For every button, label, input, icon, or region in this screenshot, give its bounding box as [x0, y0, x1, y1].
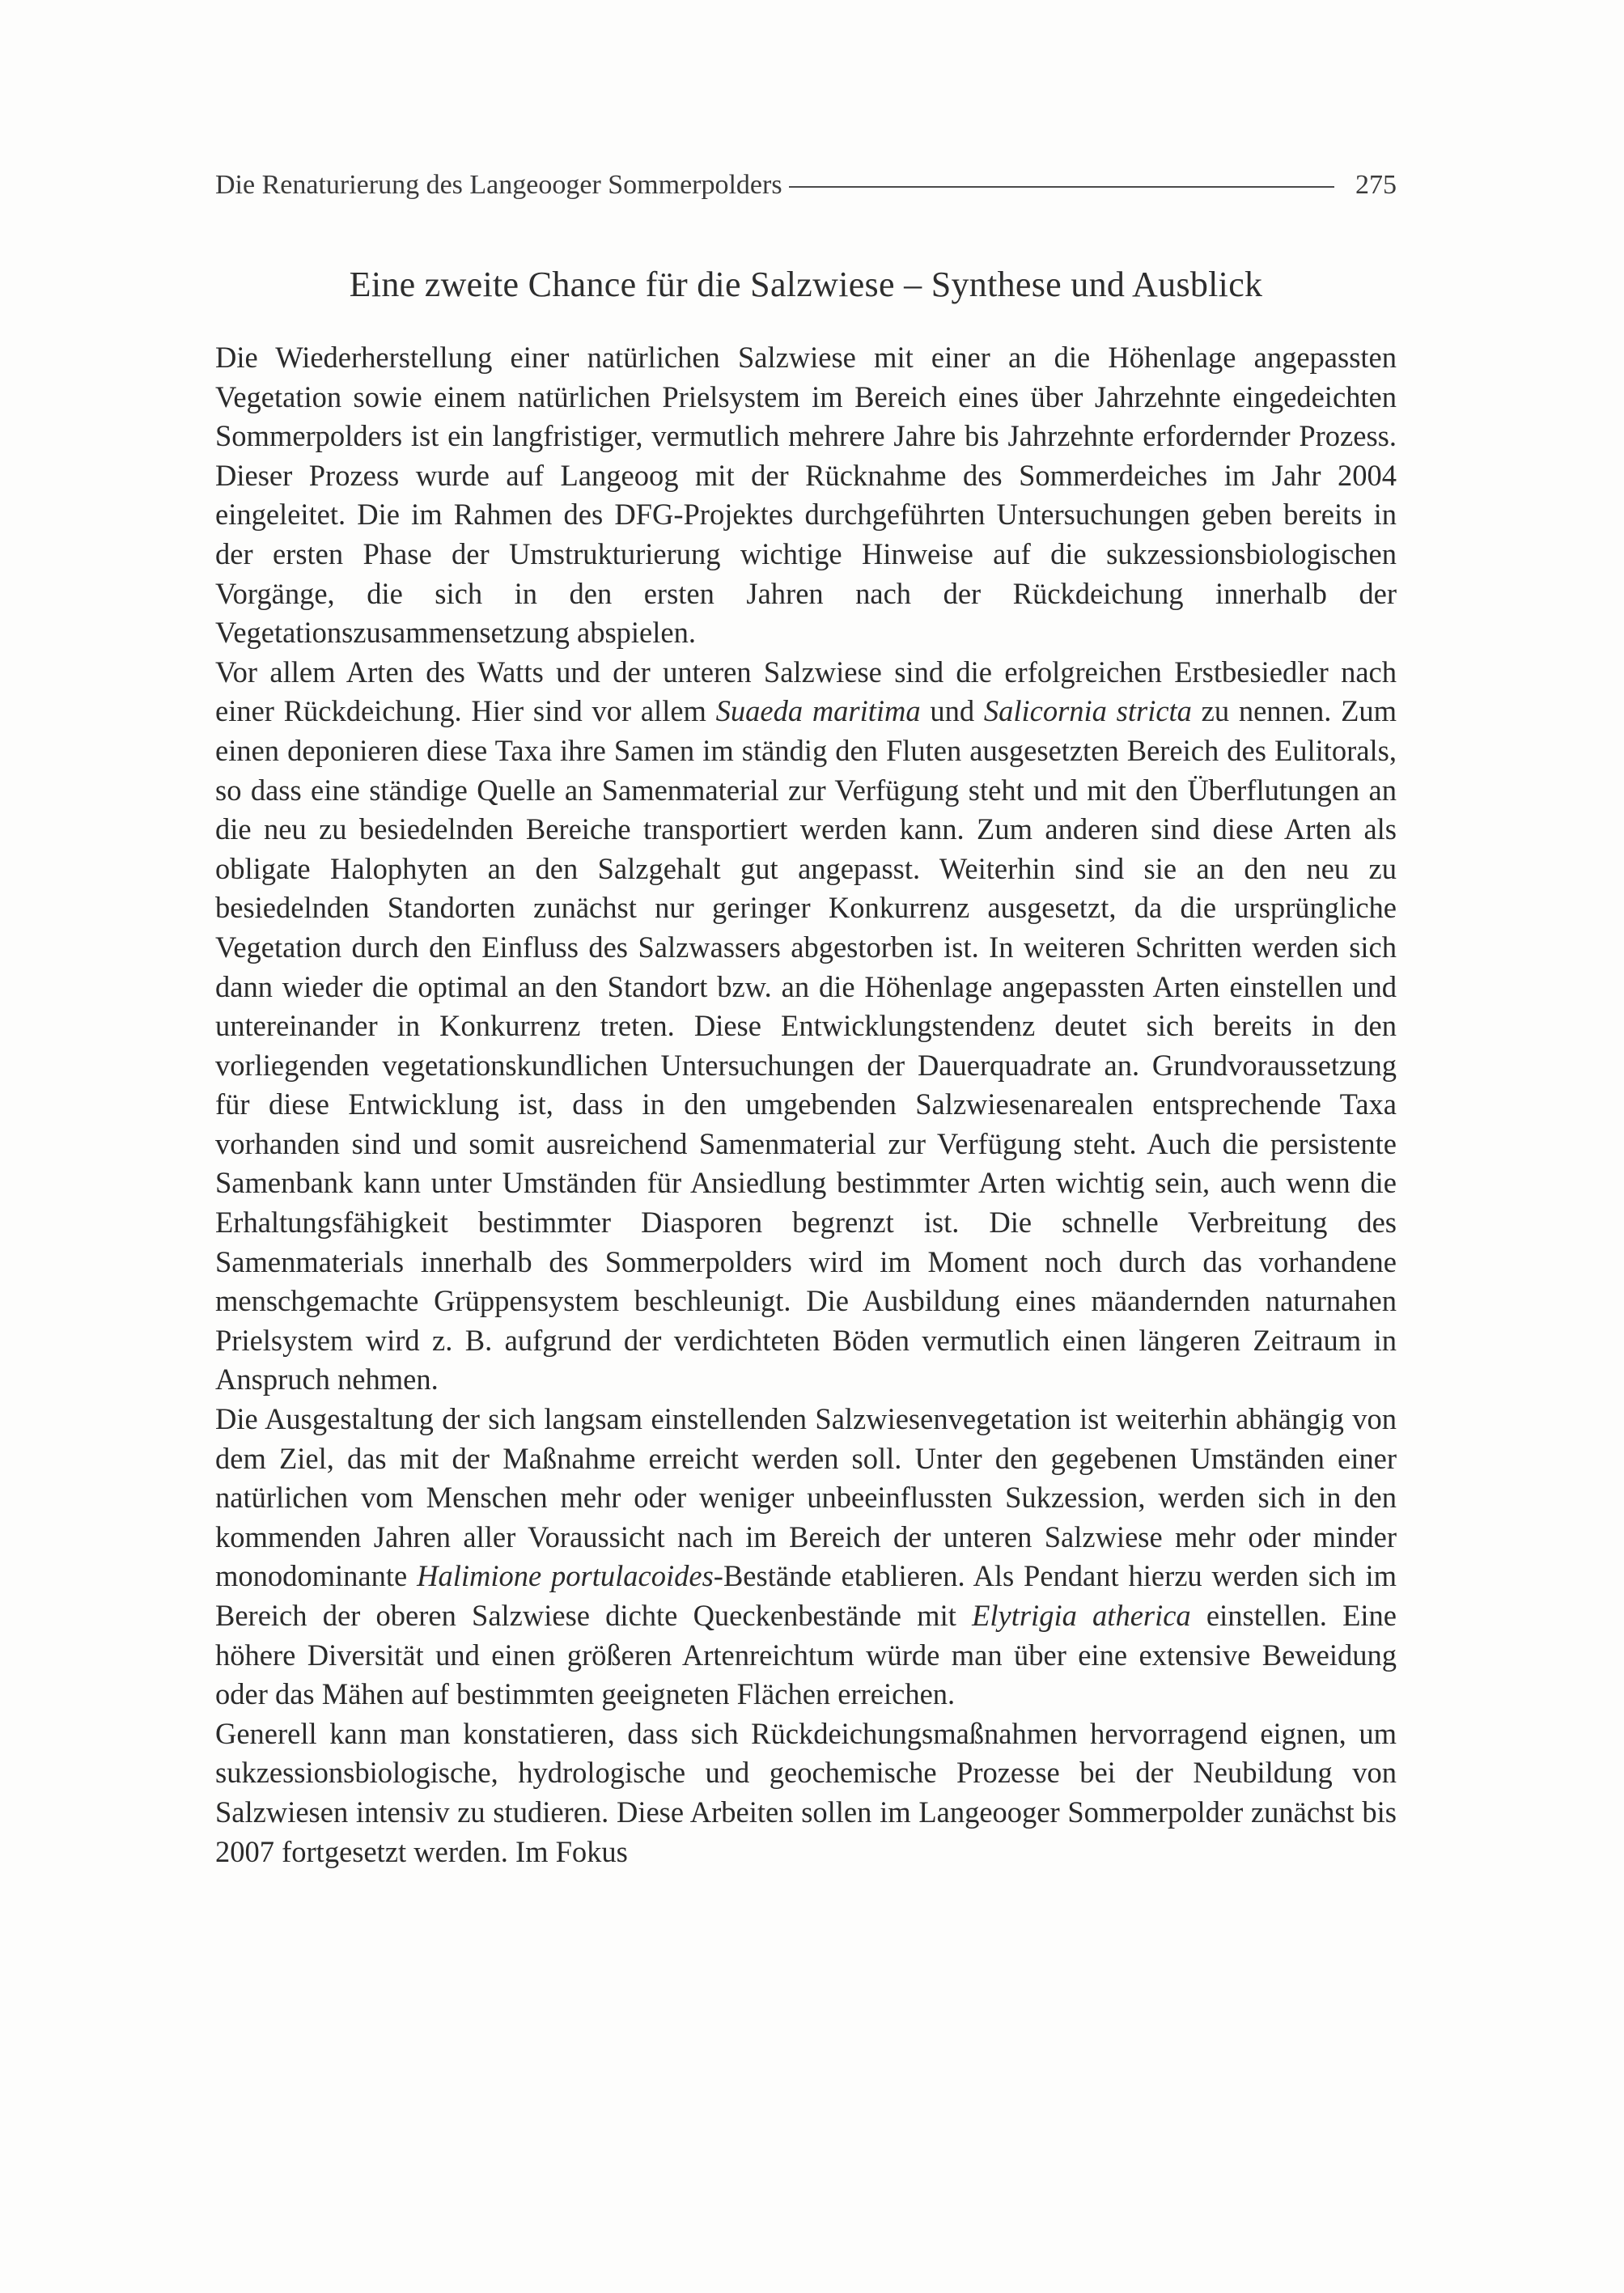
- running-title: Die Renaturierung des Langeooger Sommerpolders: [215, 170, 782, 200]
- paragraph-4: Generell kann man konstatieren, dass sich Rückdeichungsmaßnahmen hervorragend eignen, um sukzessionsbiologische, hydrologische und geochemische Prozesse bei der Neubildung von Salzwiesen intensiv zu studieren. Diese Arbeiten sollen im Langeooger Sommerpolder zunächst bis 2007 fortgesetzt werden. Im Fokus: [215, 1716, 1397, 1868]
- paragraph-2: [215, 653, 1397, 1400]
- paragraph-2-text-c: zu nennen. Zum einen deponieren diese Taxa ihre Samen im ständig den Fluten ausgesetzten Bereich des Eulitorals, so dass eine ständige Quelle an Samenmaterial zur Verfügung steht und mit den Überflutungen an die neu zu besiedelnden Bereiche transportiert werden kann. Zum anderen sind diese Arten als obligate Halophyten an den Salzgehalt gut angepasst. Weiterhin sind sie an den neu zu besiedelnden Standorten zunächst nur geringer Konkurrenz ausgesetzt, da die ursprüngliche Vegetation durch den Einfluss des Salzwassers abgestorben ist. In weiteren Schritten werden sich dann wieder die optimal an den Standort bzw. an die Höhenlage angepassten Arten einstellen und untereinander in Konkurrenz treten. Diese Entwicklungstendenz deutet sich bereits in den vorliegenden vegetationskundlichen Untersuchungen der Dauerquadrate an. Grundvoraussetzung für diese Entwicklung ist, dass in den umgebenden Salzwiesenarealen entsprechende Taxa vorhanden sind und somit ausreichend Samenmaterial zur Verfügung steht. Auch die persistente Samenbank kann unter Umständen für Ansiedlung bestimmter Arten wichtig sein, auch wenn die Erhaltungsfähigkeit bestimmter Diasporen begrenzt ist. Die schnelle Verbreitung des Samenmaterials innerhalb des Sommerpolders wird im Moment noch durch das vorhandene menschgemachte Grüppensystem beschleunigt. Die Ausbildung eines mäandernden naturnahen Prielsystem wird z. B. aufgrund der verdichteten Böden vermutlich einen längeren Zeitraum in Anspruch nehmen.: [215, 694, 1397, 1397]
- paragraph-2-text-b: und: [920, 694, 984, 728]
- paragraph-1: Die Wiederherstellung einer natürlichen Salzwiese mit einer an die Höhenlage angepassten Vegetation sowie einem natürlichen Prielsystem im Bereich eines über Jahrzehnte eingedeichten Sommerpolders ist ein langfristiger, vermutlich mehrere Jahre bis Jahrzehnte erfordernder Prozess. Dieser Prozess wurde auf Langeoog mit der Rücknahme des Sommerdeiches im Jahr 2004 eingeleitet. Die im Rahmen des DFG-Projektes durchgeführten Untersuchungen geben bereits in der ersten Phase der Umstrukturierung wichtige Hinweise auf die sukzessionsbiologischen Vorgänge, die sich in den ersten Jahren nach der Rückdeichung innerhalb der Vegetationszusammensetzung abspielen.: [215, 341, 1397, 650]
- running-header: [215, 164, 1397, 206]
- paragraph-3-text-a: Die Ausgestaltung der sich langsam einstellenden Salzwiesenvegetation ist weiterhin abhängig von dem Ziel, das mit der Maßnahme erreicht werden soll. Unter den gegebenen Umständen einer natürlichen vom Menschen mehr oder weniger unbeeinflussten Sukzession, werden sich in den kommenden Jahren aller Voraussicht nach im Bereich der unteren Salzwiese mehr oder minder monodominante: [215, 1402, 1397, 1593]
- header-rule: [789, 186, 1334, 188]
- paragraph-3-text-b: -Bestände etablieren. Als Pendant hierzu werden sich im Bereich der oberen Salzwiese dichte Queckenbestände mit: [215, 1559, 1397, 1632]
- species-name-salicornia: Salicornia stricta: [983, 694, 1192, 728]
- species-name-halimione: Halimione portulacoides: [417, 1559, 714, 1593]
- paragraph-3-text-c: einstellen. Eine höhere Diversität und einen größeren Artenreichtum würde man über eine extensive Beweidung oder das Mähen auf bestimmten geeigneten Flächen erreichen.: [215, 1599, 1397, 1711]
- body-text: [215, 338, 1397, 1871]
- species-name-elytrigia: Elytrigia atherica: [972, 1599, 1191, 1632]
- section-title: Eine zweite Chance für die Salzwiese – Synthese und Ausblick: [349, 265, 1263, 304]
- page-number: 275: [1355, 170, 1397, 200]
- paragraph-3: [215, 1400, 1397, 1714]
- species-name-suaeda: Suaeda maritima: [715, 694, 921, 728]
- paragraph-2-text-a: Vor allem Arten des Watts und der unteren Salzwiese sind die erfolgreichen Erstbesiedler nach einer Rückdeichung. Hier sind vor allem: [215, 655, 1397, 728]
